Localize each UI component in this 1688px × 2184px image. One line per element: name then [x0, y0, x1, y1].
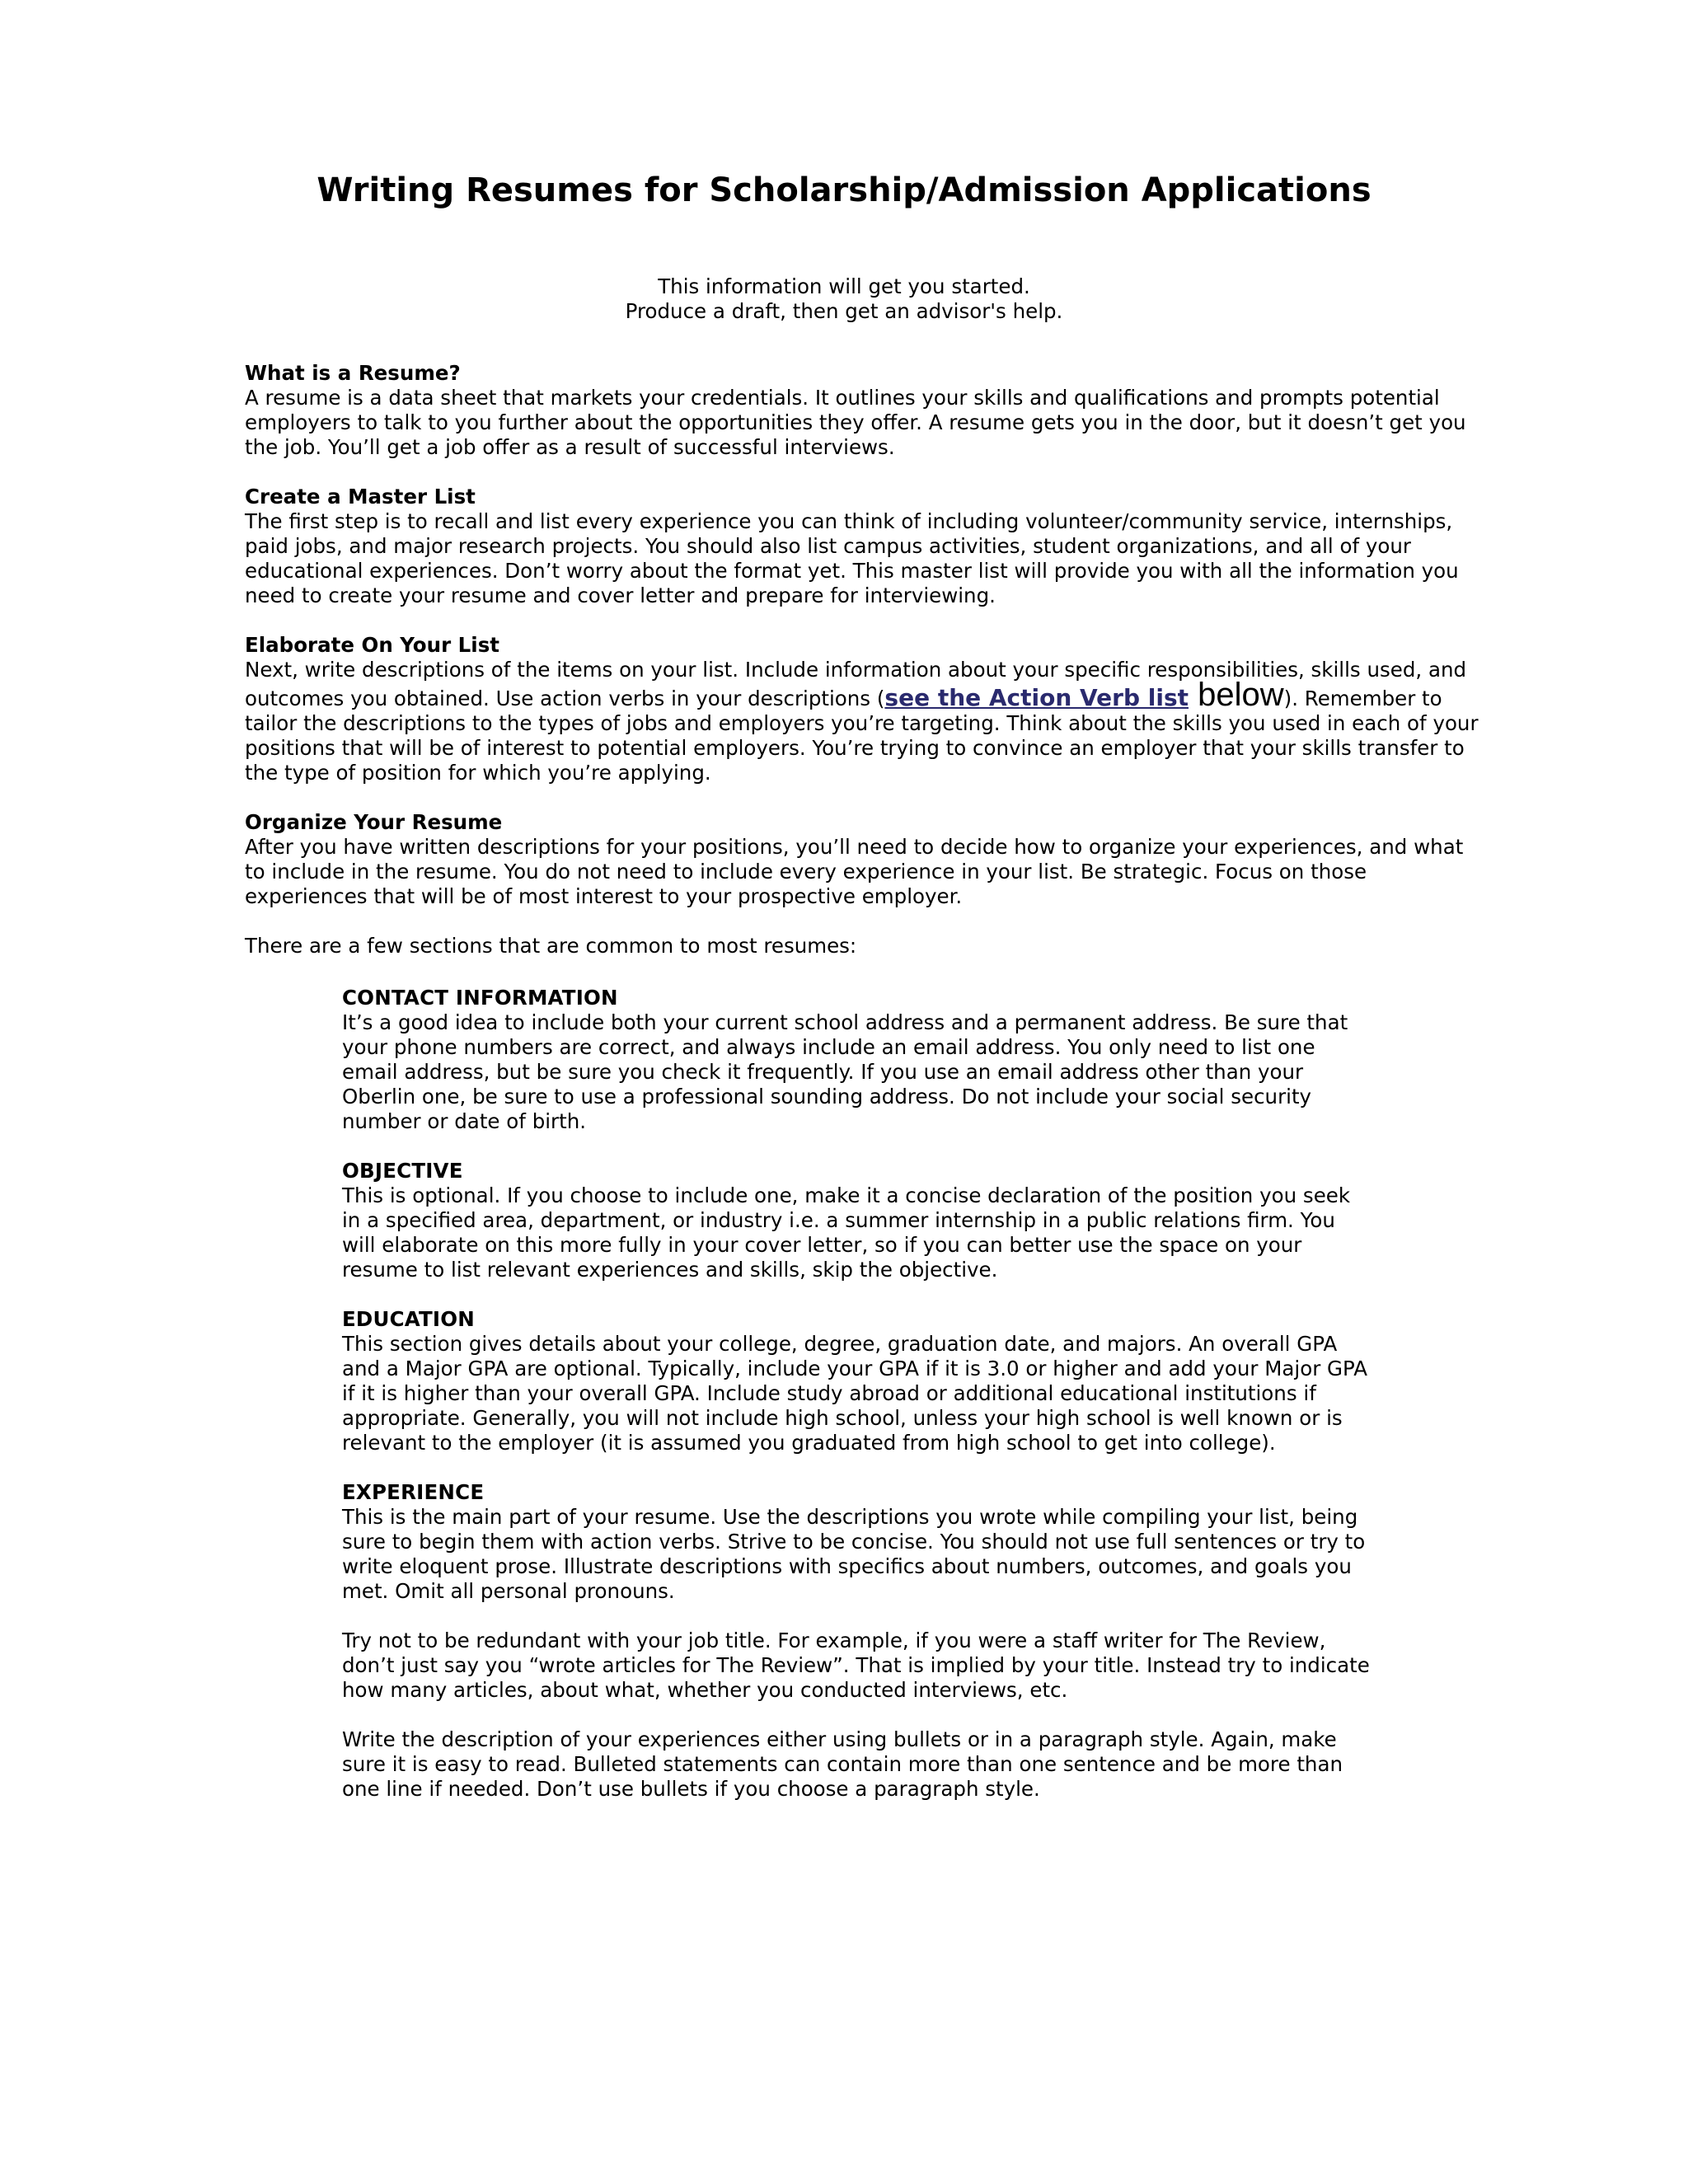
section-elaborate [245, 633, 1481, 785]
section-text [245, 658, 1481, 785]
section-heading: EDUCATION [342, 1307, 475, 1331]
section-education [342, 1307, 1372, 1455]
section-contact-information [342, 986, 1372, 1134]
action-verb-list-link[interactable]: see the Action Verb list [884, 684, 1189, 711]
section-heading: OBJECTIVE [342, 1159, 463, 1183]
section-organize [245, 810, 1481, 909]
section-experience [342, 1480, 1372, 1604]
experience-paragraph-2 [342, 1629, 1372, 1703]
section-text: The first step is to recall and list every experience you can think of including volunteer/community service, internships, paid jobs, and major research projects. You should also list campus activities, student organizations, and all of your educational experiences. Don’t worry about the format yet. This master list will provide you with all the information you need to create your resume and cover letter and prepare for interviewing. [245, 509, 1459, 607]
section-text: After you have written descriptions for your positions, you’ll need to decide how to organize your experiences, and what to include in the resume. You do not need to include every experience in your list. Be strategic. Focus on those experiences that will be of most interest to your prospective employer. [245, 835, 1464, 908]
section-objective [342, 1159, 1372, 1282]
section-text: This is the main part of your resume. Use the descriptions you wrote while compiling your list, being sure to begin them with action verbs. Strive to be concise. You should not use full sentences or try to write eloquent prose. Illustrate descriptions with specifics about numbers, outcomes, and goals you met. Omit all personal pronouns. [342, 1505, 1366, 1603]
common-sections-intro: There are a few sections that are common to most resumes: [245, 934, 857, 958]
intro-block [0, 274, 1688, 324]
section-text: This section gives details about your college, degree, graduation date, and majors. An overall GPA and a Major GPA are optional. Typically, include your GPA if it is 3.0 or higher and add your Major GPA if it is higher than your overall GPA. Include study abroad or additional educational institutions if appropriate. Generally, you will not include high school, unless your high school is well known or is relevant to the employer (it is assumed you graduated from high school to get into college). [342, 1332, 1368, 1455]
section-text: It’s a good idea to include both your current school address and a permanent address. Be sure that your phone numbers are correct, and always include an email address. You only need to list one email address, but be sure you check it frequently. If you use an email address other than your Oberlin one, be sure to use a professional sounding address. Do not include your social security number or date of birth. [342, 1010, 1348, 1133]
document-body [245, 361, 1481, 1826]
intro-line-2: Produce a draft, then get an advisor's help. [625, 299, 1063, 323]
elaborate-text-after: ). Remember to tailor the descriptions to the types of jobs and employers you’re targeting. Think about the skills you used in each of your positions that will be of interest to potential employers. You’re trying to convince an employer that your skills transfer to the type of position for which you’re applying. [245, 687, 1479, 785]
section-heading: CONTACT INFORMATION [342, 986, 618, 1010]
elaborate-text-before: Next, write descriptions of the items on your list. Include information about your specific responsibilities, skills used, and outcomes you obtained. Use action verbs in your descriptions ( [245, 658, 1467, 710]
section-heading: Organize Your Resume [245, 810, 503, 834]
resume-sections-list [342, 986, 1372, 1802]
section-heading: What is a Resume? [245, 361, 461, 385]
section-text: Try not to be redundant with your job title. For example, if you were a staff writer for The Review, don’t just say you “wrote articles for The Review”. That is implied by your title. Instead try to indicate how many articles, about what, whether you conducted interviews, etc. [342, 1629, 1370, 1702]
section-what-is-resume [245, 361, 1481, 460]
section-heading: Elaborate On Your List [245, 633, 499, 657]
section-text: A resume is a data sheet that markets your credentials. It outlines your skills and qualifications and prompts potential employers to talk to you further about the opportunities they offer. A resume gets you in the door, but it doesn’t get you the job. You’ll get a job offer as a result of successful interviews. [245, 386, 1466, 459]
section-master-list [245, 485, 1481, 608]
page-title: Writing Resumes for Scholarship/Admission Applications [316, 171, 1372, 209]
section-text: Write the description of your experiences either using bullets or in a paragraph style. Again, make sure it is easy to read. Bulleted statements can contain more than one sentence and be more than one line if needed. Don’t use bullets if you choose a paragraph style. [342, 1727, 1343, 1801]
section-heading: Create a Master List [245, 485, 476, 509]
section-text: This is optional. If you choose to include one, make it a concise declaration of the position you seek in a specified area, department, or industry i.e. a summer internship in a public relations firm. You will elaborate on this more fully in your cover letter, so if you can better use the space on your resume to list relevant experiences and skills, skip the objective. [342, 1183, 1351, 1282]
experience-paragraph-3 [342, 1727, 1372, 1802]
section-heading: EXPERIENCE [342, 1480, 485, 1504]
intro-line-1: This information will get you started. [658, 274, 1030, 298]
below-word: below [1189, 677, 1284, 713]
